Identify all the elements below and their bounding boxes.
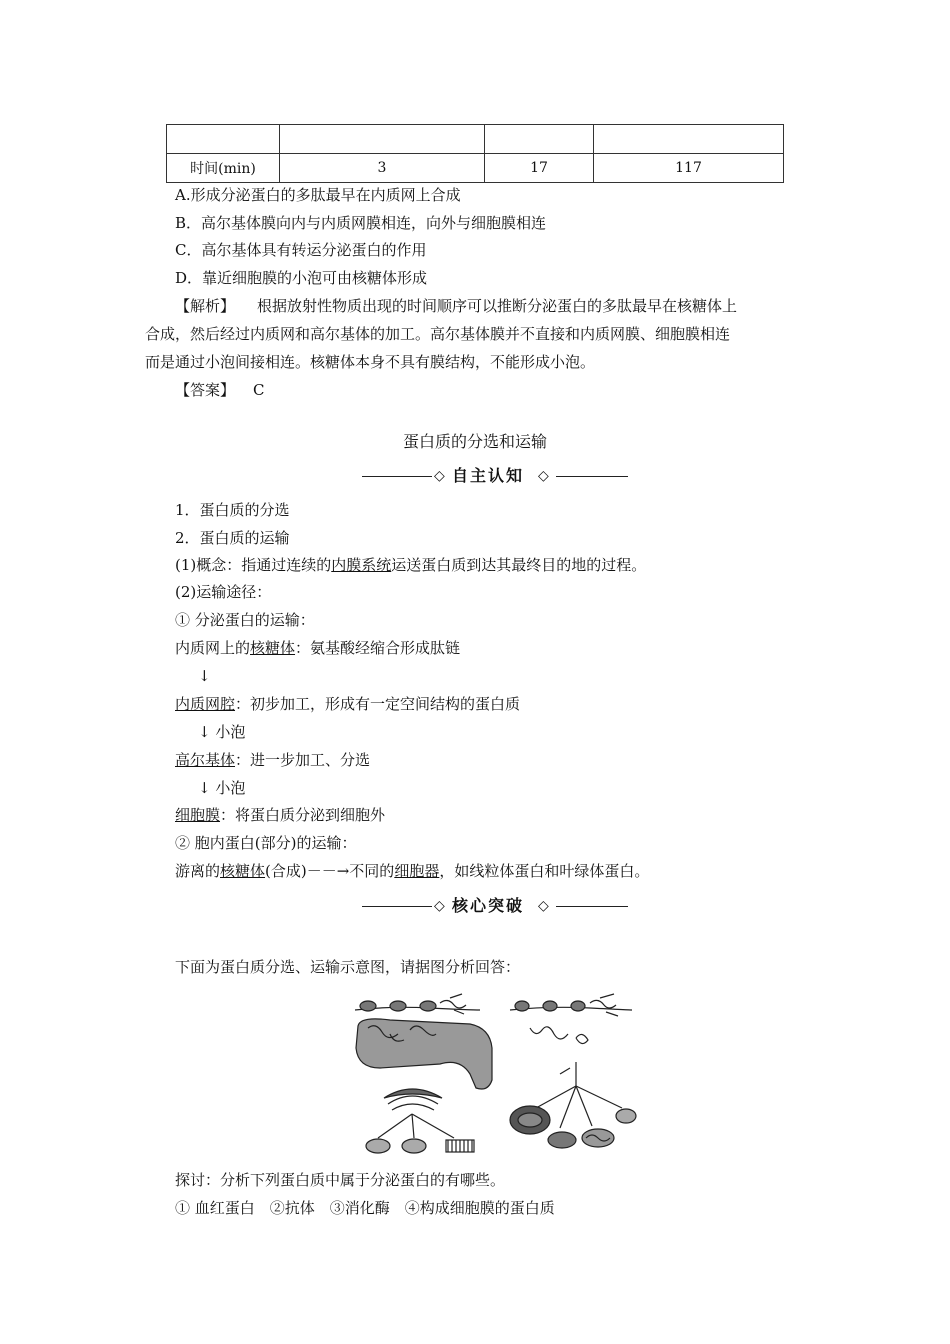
step-term: 高尔基体 — [175, 751, 236, 769]
route-middle: (合成)－－→不同的 — [265, 862, 395, 880]
analysis-line-2: 合成，然后经过内质网和高尔基体的加工。高尔基体膜并不直接和内质网膜、细胞膜相连 — [145, 325, 731, 343]
step-suffix: ：将蛋白质分泌到细胞外 — [220, 806, 386, 824]
question-prompt: 探讨：分析下列蛋白质中属于分泌蛋白的有哪些。 — [175, 1171, 506, 1189]
data-table — [166, 124, 784, 183]
banner-label: 核心突破 — [452, 896, 525, 915]
time-value-cell: 17 — [485, 154, 594, 183]
banner-self-study — [362, 466, 628, 486]
table-row — [167, 125, 784, 154]
route-heading: (2)运输途径： — [175, 583, 272, 601]
time-value-cell: 117 — [594, 154, 784, 183]
answer-line — [175, 380, 265, 400]
diamond-icon: ◇ — [538, 468, 549, 484]
option-a: A.形成分泌蛋白的多肽最早在内质网上合成 — [175, 186, 461, 204]
step-ribosome — [175, 638, 460, 658]
concept-line — [175, 555, 646, 575]
option-c: C．高尔基体具有转运分泌蛋白的作用 — [175, 241, 427, 259]
arrow-vesicle: ↓ 小泡 — [198, 779, 246, 797]
concept-term: 内膜系统 — [331, 556, 392, 574]
concept-suffix: 运送蛋白质到达其最终目的地的过程。 — [391, 556, 647, 574]
divider-line — [556, 906, 628, 907]
time-label-cell: 时间(min) — [167, 154, 280, 183]
step-er-lumen — [175, 694, 520, 714]
banner-core — [362, 896, 628, 916]
item-sorting: 1．蛋白质的分选 — [175, 501, 290, 519]
analysis-line-3: 而是通过小泡间接相连。核糖体本身不具有膜结构，不能形成小泡。 — [145, 353, 596, 371]
step-suffix: ：初步加工，形成有一定空间结构的蛋白质 — [235, 695, 521, 713]
divider-line — [362, 476, 432, 477]
table-cell — [280, 125, 485, 154]
question-choices: ① 血红蛋白 ②抗体 ③消化酶 ④构成细胞膜的蛋白质 — [175, 1199, 555, 1217]
secretory-heading: ① 分泌蛋白的运输： — [175, 611, 315, 629]
step-suffix: ：进一步加工、分选 — [235, 751, 371, 769]
table-cell — [167, 125, 280, 154]
step-term: 细胞膜 — [175, 806, 221, 824]
table-cell — [594, 125, 784, 154]
arrow-down-icon: ↓ — [198, 667, 211, 685]
answer-value: C — [253, 381, 265, 399]
step-golgi — [175, 750, 370, 770]
banner-label: 自主认知 — [452, 466, 525, 485]
step-term: 内质网腔 — [175, 695, 236, 713]
divider-line — [556, 476, 628, 477]
route-term: 细胞器 — [394, 862, 440, 880]
diamond-icon: ◇ — [434, 468, 445, 484]
diamond-icon: ◇ — [538, 898, 549, 914]
table-row — [167, 154, 784, 183]
intracellular-route — [175, 861, 649, 881]
step-term: 核糖体 — [250, 639, 296, 657]
option-d: D．靠近细胞膜的小泡可由核糖体形成 — [175, 269, 428, 287]
arrow-vesicle: ↓ 小泡 — [198, 723, 246, 741]
analysis-label: 【解析】 — [175, 297, 236, 315]
route-term: 核糖体 — [220, 862, 266, 880]
divider-line — [362, 906, 432, 907]
time-value-cell: 3 — [280, 154, 485, 183]
intracellular-heading: ② 胞内蛋白(部分)的运输： — [175, 834, 357, 852]
core-intro: 下面为蛋白质分选、运输示意图，请据图分析回答： — [175, 958, 521, 976]
option-b: B．高尔基体膜向内与内质网膜相连，向外与细胞膜相连 — [175, 214, 547, 232]
item-transport: 2．蛋白质的运输 — [175, 529, 290, 547]
step-prefix: 内质网上的 — [175, 639, 251, 657]
concept-prefix: (1)概念：指通过连续的 — [175, 556, 332, 574]
section-title: 蛋白质的分选和运输 — [402, 432, 547, 451]
analysis-text: 根据放射性物质出现的时间顺序可以推断分泌蛋白的多肽最早在核糖体上 — [257, 297, 738, 315]
route-prefix: 游离的 — [175, 862, 221, 880]
diamond-icon: ◇ — [434, 898, 445, 914]
route-suffix: ，如线粒体蛋白和叶绿体蛋白。 — [439, 862, 650, 880]
protein-sorting-diagram — [350, 988, 640, 1158]
step-suffix: ：氨基酸经缩合形成肽链 — [295, 639, 461, 657]
analysis-line-1 — [175, 296, 737, 316]
table-cell — [485, 125, 594, 154]
step-membrane — [175, 805, 385, 825]
answer-label: 【答案】 — [175, 381, 236, 399]
